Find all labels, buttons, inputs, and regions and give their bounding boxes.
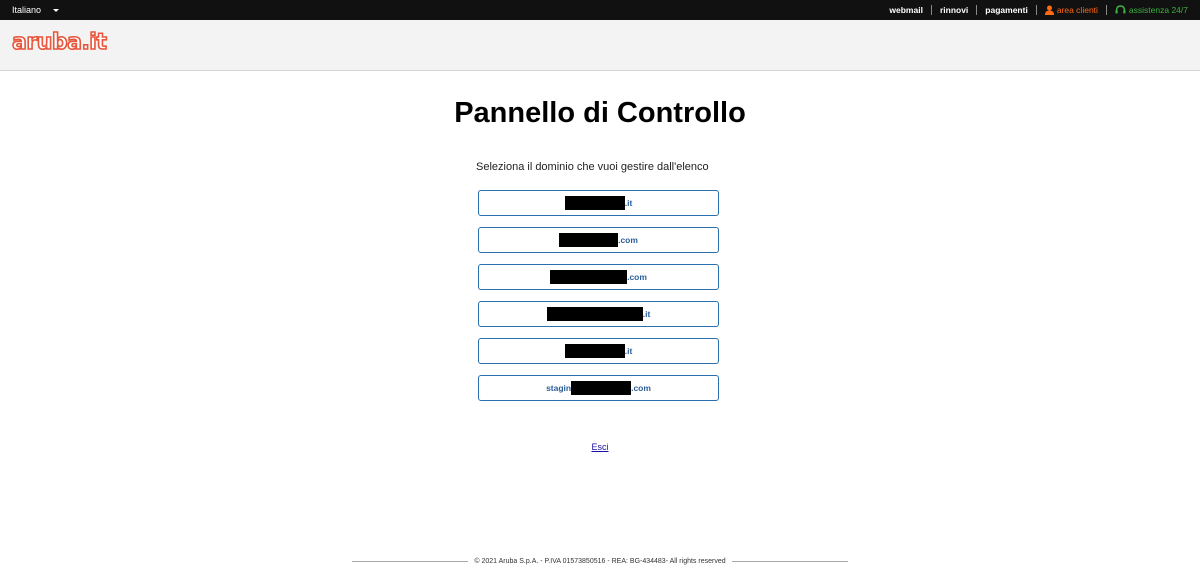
domain-suffix: .com [627, 272, 647, 282]
domain-suffix: .it [624, 346, 633, 356]
logout-container [0, 437, 1200, 455]
webmail-link[interactable]: webmail [889, 5, 923, 15]
domain-button[interactable] [478, 301, 719, 327]
redacted-block [559, 233, 618, 247]
domain-suffix: .it [642, 309, 651, 319]
page-title: Pannello di Controllo [454, 97, 746, 129]
aruba-logo[interactable] [11, 30, 107, 61]
assistenza-link[interactable] [1107, 5, 1188, 15]
domain-button[interactable] [478, 375, 719, 401]
domain-button[interactable] [478, 264, 719, 290]
headset-icon [1115, 5, 1126, 15]
pagamenti-link[interactable]: pagamenti [985, 5, 1028, 15]
site-header [0, 20, 1200, 71]
user-icon [1045, 5, 1054, 15]
footer-divider [732, 561, 848, 562]
language-label: Italiano [12, 5, 42, 15]
domain-suffix: .com [618, 235, 638, 245]
area-clienti-link[interactable] [1037, 5, 1106, 15]
redacted-block [547, 307, 643, 321]
domain-button[interactable] [478, 227, 719, 253]
redacted-block [550, 270, 627, 284]
domain-button[interactable] [478, 190, 719, 216]
domain-suffix: .com [631, 383, 651, 393]
caret-down-icon [53, 9, 59, 12]
aruba-logo-image [11, 30, 107, 56]
domain-button[interactable] [478, 338, 719, 364]
footer [352, 558, 848, 565]
assistenza-label: assistenza 24/7 [1128, 5, 1188, 15]
svg-text:aruba.it: aruba.it [12, 30, 107, 55]
rinnovi-link[interactable]: rinnovi [939, 5, 969, 15]
redacted-block [571, 381, 631, 395]
language-selector[interactable] [12, 5, 59, 15]
top-links [881, 5, 1188, 15]
area-clienti-label: area clienti [1056, 5, 1098, 15]
domain-suffix: .it [624, 198, 633, 208]
redacted-block [565, 344, 625, 358]
logout-link[interactable]: Esci [591, 442, 609, 452]
redacted-block [565, 196, 625, 210]
copyright-text: © 2021 Aruba S.p.A. - P.IVA 01573850516 - REA: BG-434483- All rights reserved [474, 558, 726, 565]
footer-divider [352, 561, 468, 562]
domain-prefix: stagin [546, 383, 572, 393]
top-bar [0, 0, 1200, 20]
instruction-text: Seleziona il dominio che vuoi gestire dall'elenco [476, 161, 709, 173]
